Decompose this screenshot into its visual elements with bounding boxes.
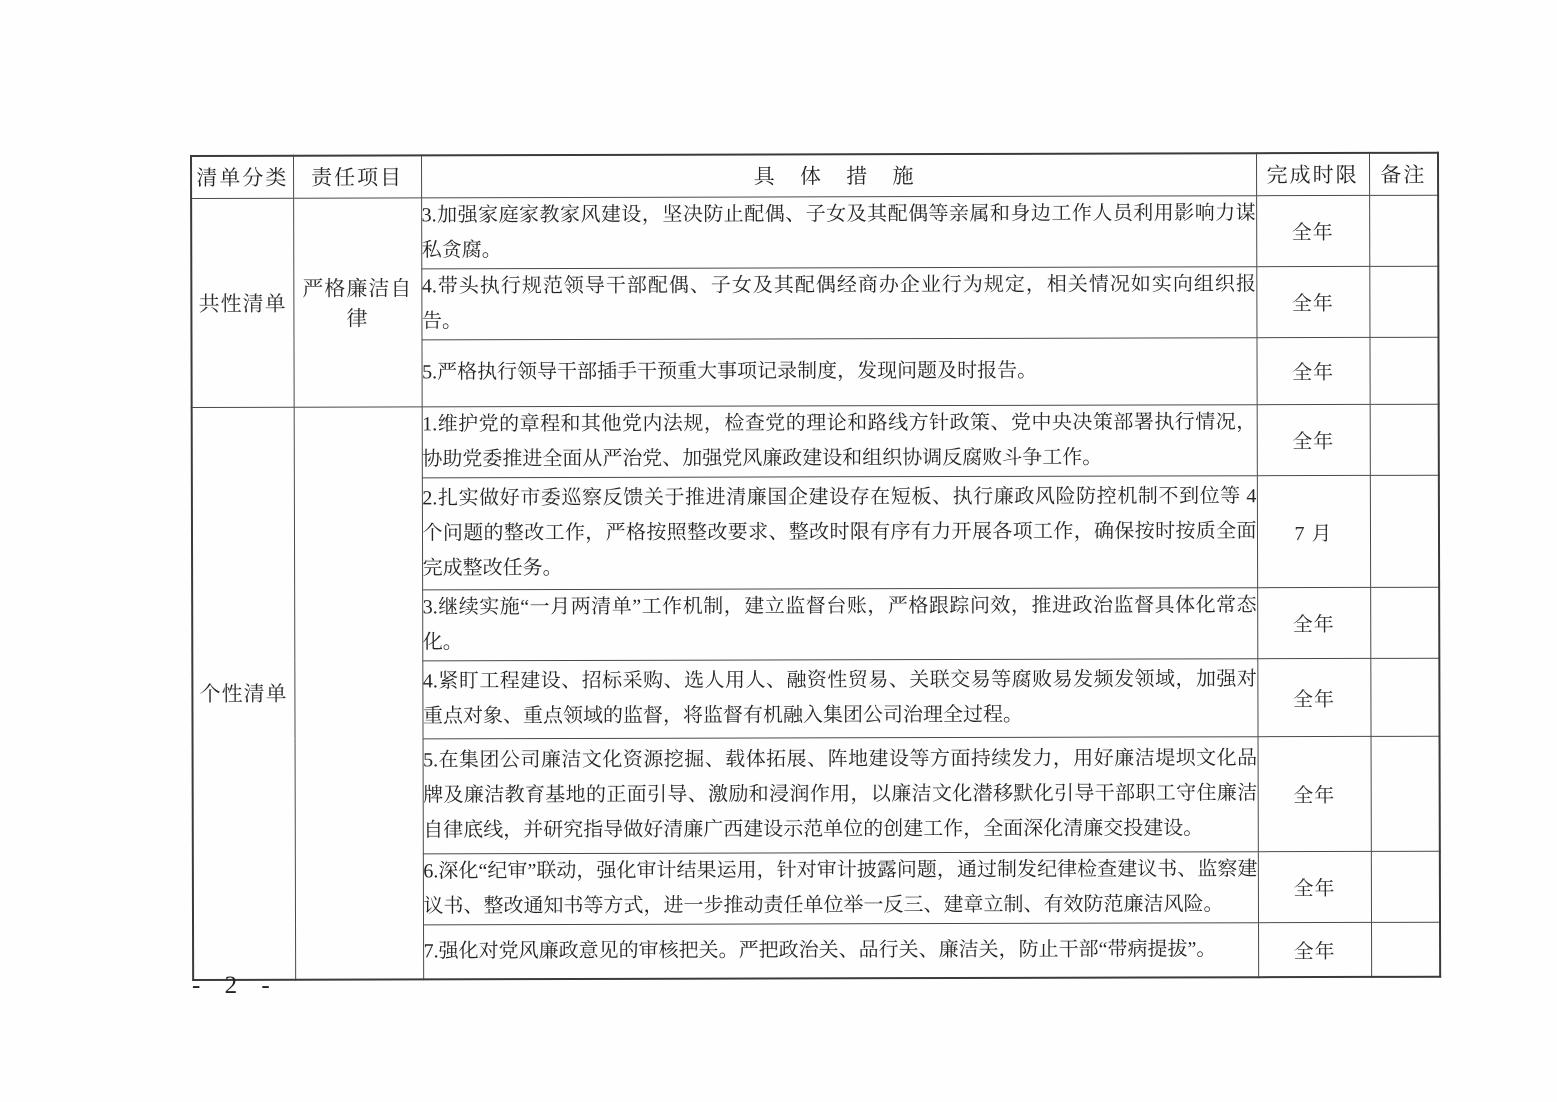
note-cell [1369, 337, 1438, 404]
page-number: - 2 - [192, 972, 279, 999]
note-cell [1371, 851, 1440, 922]
measure-cell: 4.紧盯工程建设、招标采购、选人用人、融资性贸易、关联交易等腐败易发频发领域，加强对重点对象、重点领域的监督，将监督有机融入集团公司治理全过程。 [422, 658, 1257, 738]
deadline-cell: 全年 [1256, 266, 1369, 337]
deadline-cell: 7 月 [1257, 475, 1370, 587]
table-row [192, 404, 1439, 478]
note-cell [1371, 736, 1440, 851]
measure-cell: 1.维护党的章程和其他党内法规，检查党的理论和路线方针政策、党中央决策部署执行情况，协助党委推进全面从严治党、加强党风廉政建设和组织协调反腐败斗争工作。 [422, 404, 1257, 477]
col-header-category: 清单分类 [191, 156, 293, 198]
responsibility-table-wrap [190, 152, 1439, 981]
note-cell [1370, 404, 1439, 475]
measure-cell: 4.带头执行规范领导干部配偶、子女及其配偶经商办企业行为规定，相关情况如实向组织报告。 [421, 266, 1256, 339]
measure-cell: 3.加强家庭家教家风建设，坚决防止配偶、子女及其配偶等亲属和身边工作人员利用影响力谋私贪腐。 [421, 195, 1256, 268]
deadline-cell: 全年 [1258, 851, 1371, 922]
category-cell: 个性清单 [192, 407, 295, 980]
deadline-cell: 全年 [1257, 587, 1370, 658]
note-cell [1371, 922, 1440, 977]
note-cell [1369, 266, 1438, 337]
col-header-note: 备注 [1369, 153, 1438, 195]
category-cell: 共性清单 [191, 198, 294, 407]
deadline-cell: 全年 [1256, 337, 1369, 404]
table-header-row [191, 153, 1438, 198]
measure-cell: 7.强化对党风廉政意见的审核把关。严把政治关、品行关、廉洁关，防止干部“带病提拔”。 [423, 922, 1258, 979]
project-cell: 严格廉洁自律 [293, 197, 422, 406]
table-row [191, 195, 1438, 269]
note-cell [1370, 658, 1439, 736]
measure-cell: 2.扎实做好市委巡察反馈关于推进清廉国企建设存在短板、执行廉政风险防控机制不到位等 4 个问题的整改工作，严格按照整改要求、整改时限有序有力开展各项工作，确保按时按质全面完成整改任务。 [422, 475, 1257, 589]
note-cell [1370, 587, 1439, 658]
deadline-cell: 全年 [1258, 922, 1371, 977]
deadline-cell: 全年 [1256, 195, 1369, 266]
deadline-cell: 全年 [1257, 658, 1370, 736]
deadline-cell: 全年 [1257, 404, 1370, 475]
note-cell [1369, 195, 1438, 266]
col-header-project: 责任项目 [293, 155, 421, 197]
col-header-measures: 具 体 措 施 [421, 153, 1256, 197]
responsibility-list-table [190, 152, 1441, 981]
note-cell [1370, 475, 1439, 587]
deadline-cell: 全年 [1258, 736, 1371, 851]
project-cell [294, 406, 423, 979]
measure-cell: 3.继续实施“一月两清单”工作机制，建立监督台账，严格跟踪问效，推进政治监督具体化常态化。 [422, 587, 1257, 660]
col-header-deadline: 完成时限 [1256, 153, 1369, 195]
measure-cell: 5.在集团公司廉洁文化资源挖掘、载体拓展、阵地建设等方面持续发力，用好廉洁堤坝文化品牌及廉洁教育基地的正面引导、激励和浸润作用，以廉洁文化潜移默化引导干部职工守住廉洁自律底线，并研究指导做好清廉广西建设示范单位的创建工作，全面深化清廉交投建设。 [423, 736, 1258, 853]
measure-cell: 6.深化“纪审”联动，强化审计结果运用，针对审计披露问题，通过制发纪律检查建议书、监察建议书、整改通知书等方式，进一步推动责任单位举一反三、建章立制、有效防范廉洁风险。 [423, 851, 1258, 924]
measure-cell: 5.严格执行领导干部插手干预重大事项记录制度，发现问题及时报告。 [421, 337, 1256, 406]
